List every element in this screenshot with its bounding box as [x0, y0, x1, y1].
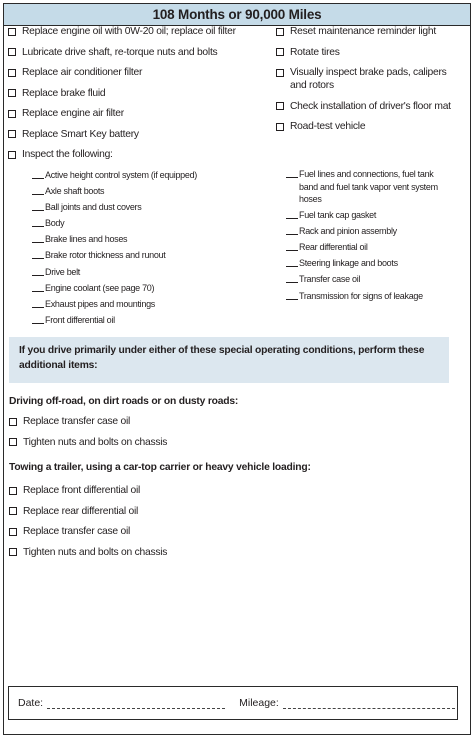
checklist-item[interactable]: Rotate tires [276, 46, 461, 59]
blank-line[interactable] [286, 273, 298, 283]
inspect-item[interactable]: Fuel lines and connections, fuel tank band and fuel tank vapor vent system hoses [286, 168, 446, 206]
blank-line[interactable] [286, 168, 298, 178]
towing-title: Towing a trailer, using a car-top carrier or heavy vehicle loading: [9, 462, 311, 473]
inspect-item[interactable]: Transfer case oil [286, 273, 446, 286]
checklist-item[interactable]: Replace rear differential oil [9, 505, 309, 518]
checkbox[interactable] [9, 487, 17, 495]
blank-line[interactable] [32, 298, 44, 308]
checkbox[interactable] [276, 102, 284, 110]
inspect-item[interactable]: Exhaust pipes and mountings [32, 298, 262, 311]
checkbox[interactable] [8, 69, 16, 77]
checkbox[interactable] [276, 28, 284, 36]
checklist-item[interactable]: Replace brake fluid [8, 87, 268, 100]
blank-line[interactable] [286, 257, 298, 267]
blank-line[interactable] [286, 290, 298, 300]
inspect-item[interactable]: Body [32, 217, 262, 230]
inspect-item[interactable]: Fuel tank cap gasket [286, 209, 446, 222]
checklist-item[interactable]: Tighten nuts and bolts on chassis [9, 436, 309, 449]
blank-line[interactable] [32, 169, 44, 179]
blank-line[interactable] [32, 233, 44, 243]
checkbox[interactable] [9, 528, 17, 536]
offroad-title: Driving off-road, on dirt roads or on dusty roads: [9, 396, 239, 407]
special-conditions-notice [9, 337, 449, 383]
blank-line[interactable] [32, 282, 44, 292]
inspect-item[interactable]: Steering linkage and boots [286, 257, 446, 270]
checkbox[interactable] [9, 507, 17, 515]
blank-line[interactable] [286, 241, 298, 251]
checkbox[interactable] [8, 28, 16, 36]
inspect-list-left [32, 169, 262, 330]
mileage-label: Mileage: [239, 697, 279, 709]
checklist-item[interactable]: Replace transfer case oil [9, 525, 309, 538]
blank-line[interactable] [32, 217, 44, 227]
inspect-item[interactable]: Ball joints and dust covers [32, 201, 262, 214]
checkbox[interactable] [8, 130, 16, 138]
blank-line[interactable] [286, 209, 298, 219]
inspect-item[interactable]: Drive belt [32, 266, 262, 279]
checklist-item[interactable]: Replace engine air filter [8, 107, 268, 120]
towing-list [9, 484, 309, 566]
service-record-box [8, 686, 458, 720]
inspect-item[interactable]: Brake rotor thickness and runout [32, 249, 262, 262]
inspect-item[interactable]: Rack and pinion assembly [286, 225, 446, 238]
checkbox[interactable] [8, 48, 16, 56]
checklist-item[interactable]: Replace front differential oil [9, 484, 309, 497]
checklist-item[interactable]: Lubricate drive shaft, re-torque nuts and bolts [8, 46, 268, 59]
inspect-item[interactable]: Axle shaft boots [32, 185, 262, 198]
checkbox[interactable] [276, 48, 284, 56]
checkbox[interactable] [276, 69, 284, 77]
left-checklist [8, 25, 268, 169]
blank-line[interactable] [32, 185, 44, 195]
checklist-item[interactable]: Inspect the following: [8, 148, 268, 161]
checklist-item[interactable]: Replace transfer case oil [9, 415, 309, 428]
checklist-item[interactable]: Tighten nuts and bolts on chassis [9, 546, 309, 559]
checklist-item[interactable]: Visually inspect brake pads, calipers and rotors [276, 66, 461, 92]
checkbox[interactable] [9, 548, 17, 556]
inspect-item[interactable]: Front differential oil [32, 314, 262, 327]
blank-line[interactable] [32, 201, 44, 211]
checkbox[interactable] [8, 110, 16, 118]
checklist-item[interactable]: Check installation of driver's floor mat [276, 100, 461, 113]
blank-line[interactable] [32, 266, 44, 276]
right-checklist [276, 25, 461, 141]
notice-text: If you drive primarily under either of these special operating conditions, perform these additional items: [19, 345, 425, 371]
date-label: Date: [18, 697, 44, 709]
inspect-item[interactable]: Brake lines and hoses [32, 233, 262, 246]
checkbox[interactable] [8, 151, 16, 159]
checklist-item[interactable]: Road-test vehicle [276, 120, 461, 133]
inspect-list-right [286, 168, 446, 306]
mileage-field[interactable] [283, 698, 455, 709]
inspect-item[interactable]: Transmission for signs of leakage [286, 290, 446, 303]
date-field[interactable] [47, 698, 225, 709]
checkbox[interactable] [9, 438, 17, 446]
blank-line[interactable] [286, 225, 298, 235]
card-header [4, 4, 470, 26]
checkbox[interactable] [276, 123, 284, 131]
inspect-item[interactable]: Active height control system (if equipped) [32, 169, 262, 182]
blank-line[interactable] [32, 314, 44, 324]
inspect-item[interactable]: Rear differential oil [286, 241, 446, 254]
checklist-item[interactable]: Replace Smart Key battery [8, 128, 268, 141]
checkbox[interactable] [9, 418, 17, 426]
checklist-item[interactable]: Reset maintenance reminder light [276, 25, 461, 38]
offroad-list [9, 415, 309, 456]
checkbox[interactable] [8, 89, 16, 97]
header-title: 108 Months or 90,000 Miles [152, 7, 322, 22]
blank-line[interactable] [32, 249, 44, 259]
inspect-item[interactable]: Engine coolant (see page 70) [32, 282, 262, 295]
checklist-item[interactable]: Replace engine oil with 0W-20 oil; replace oil filter [8, 25, 268, 38]
checklist-item[interactable]: Replace air conditioner filter [8, 66, 268, 79]
